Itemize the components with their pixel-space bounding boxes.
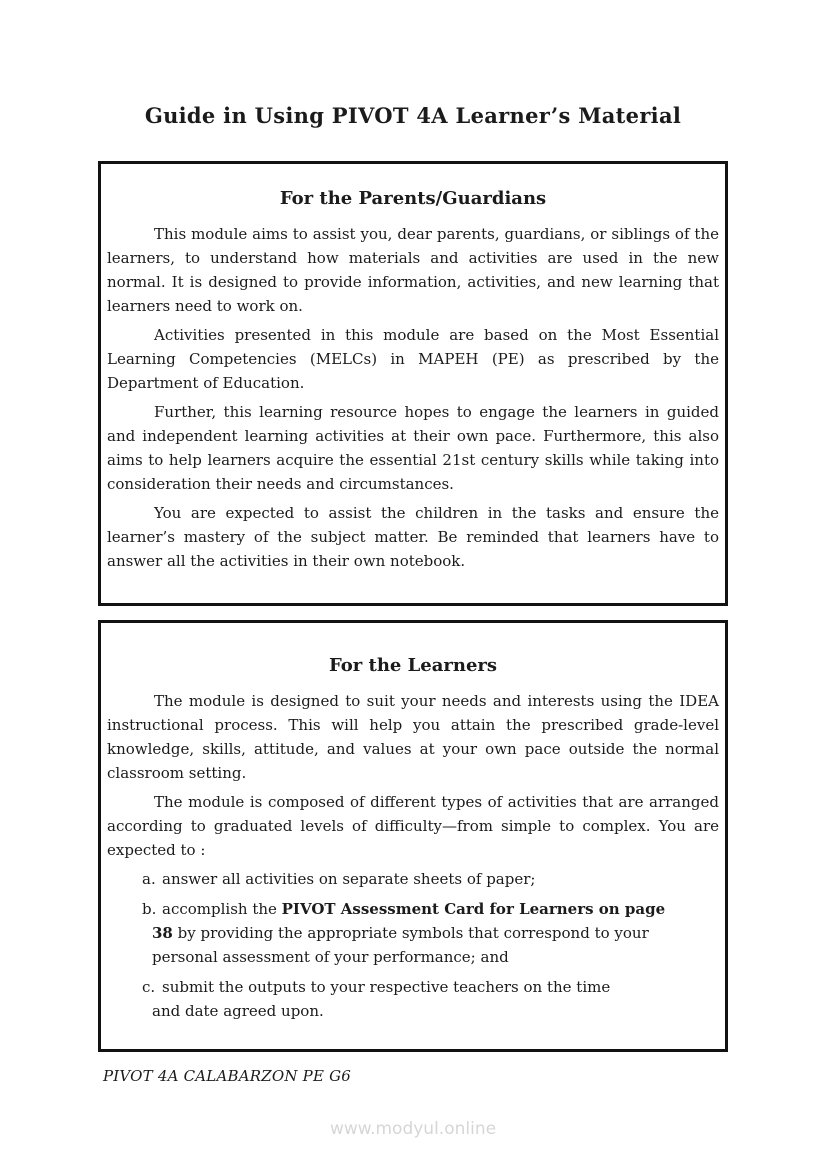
parents-paragraph-1: This module aims to assist you, dear parents, guardians, or siblings of the learners, to understand how materials and activities are used in the new normal. It is designed to provide information, activities, and new learning that learners need to work on.	[107, 225, 719, 315]
parents-guardians-section	[98, 161, 728, 606]
learners-paragraph-1: The module is designed to suit your needs and interests using the IDEA instructional process. This will help you attain the prescribed grade-level knowledge, skills, attitude, and values at your own pace outside the normal classroom setting.	[107, 692, 719, 782]
task-item-c: c. submit the outputs to your respective teachers on the time and date agreed upon.	[107, 975, 719, 1023]
parents-paragraph-4: You are expected to assist the children in the tasks and ensure the learner’s mastery of the subject matter. Be reminded that learners have to answer all the activities in their own notebook.	[107, 504, 719, 570]
learners-section	[98, 620, 728, 1052]
learner-task-list	[107, 867, 719, 1023]
task-item-a: a. answer all activities on separate sheets of paper;	[107, 867, 719, 891]
task-item-b: b. accomplish the PIVOT Assessment Card for Learners on page 38 by providing the appropriate symbols that correspond to your personal assessment of your performance; and	[107, 897, 719, 969]
learners-section-heading: For the Learners	[328, 655, 498, 676]
task-marker: c.	[142, 978, 156, 996]
footer-label: PIVOT 4A CALABARZON PE G6	[103, 1067, 352, 1085]
page-title: Guide in Using PIVOT 4A Learner’s Material	[144, 103, 682, 128]
task-marker: a.	[142, 870, 156, 888]
parents-paragraph-3: Further, this learning resource hopes to engage the learners in guided and independent learning activities at their own pace. Furthermore, this also aims to help learners acquire the essential 21st century skills while taking into consideration their needs and circumstances.	[107, 403, 719, 493]
watermark-text: www.modyul.online	[329, 1119, 497, 1139]
task-marker: b.	[142, 900, 157, 918]
parents-section-heading: For the Parents/Guardians	[279, 188, 547, 209]
parents-paragraph-2: Activities presented in this module are based on the Most Essential Learning Competencies (MELCs) in MAPEH (PE) as prescribed by the Department of Education.	[107, 326, 719, 392]
learners-paragraph-2: The module is composed of different types of activities that are arranged according to graduated levels of difficulty—from simple to complex. You are expected to :	[107, 793, 719, 859]
